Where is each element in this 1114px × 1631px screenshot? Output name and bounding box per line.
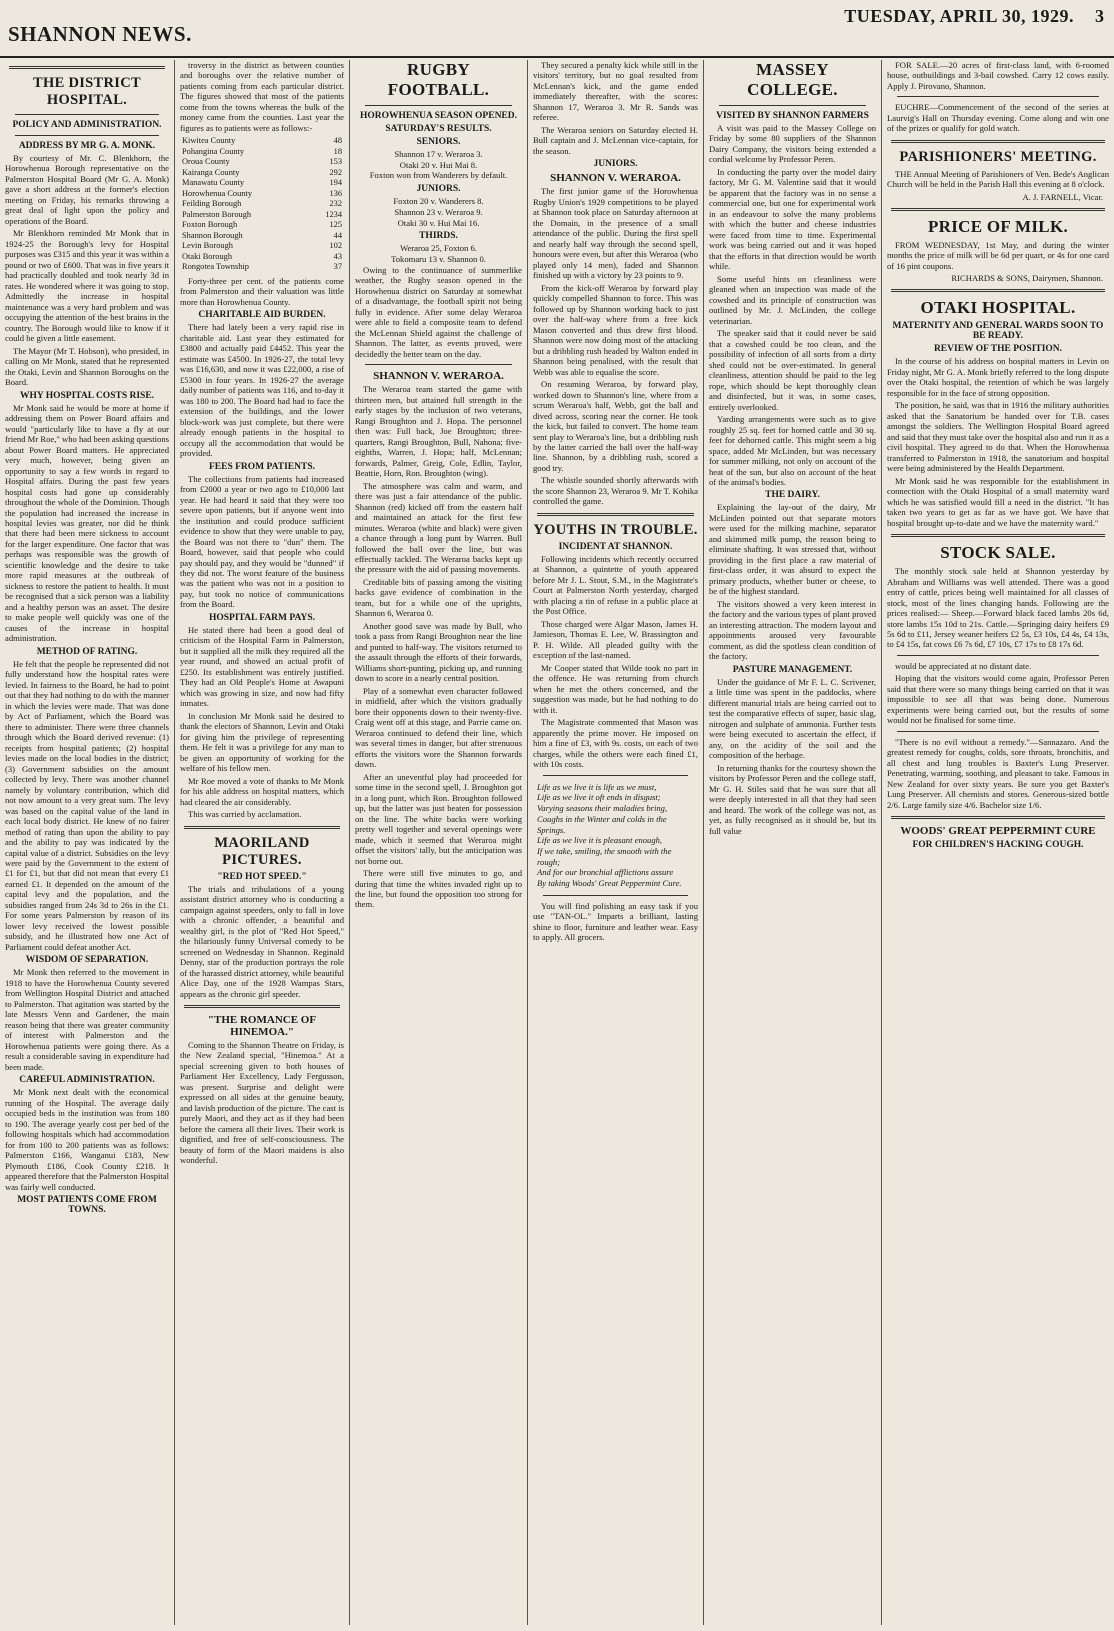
grade-label: SENIORS. bbox=[416, 137, 461, 147]
district-name: Horowhenua County bbox=[182, 188, 253, 198]
article-headline: OTAKI HOSPITAL. bbox=[920, 298, 1076, 318]
paragraph: Mr Blenkhorn reminded Mr Monk that in 1924-25 the Borough's levy for Hospital purposes was £315 and this year it was within a pound or two of £600. That was in five years it had practically doubled and took nearly 3d in rates. He wondered where it was going to stop. Admittedly the increase in hospital maintenance was a very hard problem and was occupying the attention of the best brains in the country. The Borough would like to know if it could be given a little easement. bbox=[5, 228, 169, 344]
paragraph: Play of a somewhat even character followed in midfield, after which the visitors gradually bore their opponents down to their twenty-five. Craig went off at this stage, and Parrie came on. Weraroa continued to defend their line, which was several times in danger, but after strenuous efforts the visitors wore the Shannon forwards down. bbox=[355, 685, 522, 770]
divider bbox=[897, 731, 1099, 732]
page-number: 3 bbox=[1095, 6, 1104, 26]
patient-count: 102 bbox=[329, 241, 342, 251]
verse-line: Life as we live it is life as we must, bbox=[537, 781, 657, 792]
divider bbox=[891, 140, 1105, 143]
section-subhead: METHOD OF RATING. bbox=[36, 646, 138, 657]
patient-count: 1234 bbox=[325, 209, 342, 219]
table-row bbox=[180, 168, 344, 179]
article-subhead: ADDRESS BY MR G. A. MONK. bbox=[18, 141, 156, 151]
district-name: Kairanga County bbox=[182, 167, 240, 177]
paragraph: A visit was paid to the Massey College on Friday by some 80 suppliers of the Shannon Dairy Company, the visitors being extended a cordial welcome by Professor Peren. bbox=[709, 123, 876, 165]
section-subhead: MOST PATIENTS COME FROM TOWNS. bbox=[17, 1195, 157, 1216]
table-row bbox=[180, 189, 344, 200]
paragraph: He felt that the people he represented did not fully understand how the hospital rates were levied. In fairness to the Board, he had to point out that they had nothing to do with the manner in which the levies were made. That was done by Act of Parliament, which the Board was there to administer. There were three channels through which the Board derived revenue: (1) receipts from hospital patients; (2) hospital levies made on the local bodies in the district; (3) Government subsidies on the amount collected by levy. There was another channel namely by voluntary contribution, which did not now amount to a very great sum. The levy was based on the capital value of the land in each local body district. He knew of no fairer method of rating than upon the ability to pay and the ability to pay was indicated by the capital value of a district. Subsidies on the levy were paid by the Government to the extent of £1 for £1, but that did not mean that every £1 earned £1. It depended on the amount of the capital levy and the population, and the subsidies ranged from 24s 3d to 26s in the £1. For some years Palmerston by reason of its lower levy received the lowest possible subsidy, and he illustrated how one Act of Parliament could defeat another Act. bbox=[5, 658, 169, 952]
divider bbox=[15, 114, 159, 115]
column-3 bbox=[350, 60, 528, 1625]
column-6 bbox=[882, 60, 1114, 1625]
baxters-advertisement: "There is no evil without a remedy."—Sannazaro. And the greatest remedy for coughs, colds, sore throats, bronchitis, and all chest and lung troubles is Baxter's Lung Preserver. Penetrating, warming, soothing, and pleasant to take. Famous in New Zealand for over sixty years. Be sure you get Baxter's Lung Preserver. All chemists and stores. Generous-sized bottle 2/6. Large family size 4/6. Bachelor size 1/6. bbox=[887, 736, 1109, 810]
paragraph: They secured a penalty kick while still in the visitors' territory, but no goal resulted from McLennan's kick, and the game ended immediately thereafter, with the scores: Shannon 17, Weraroa 3. Mr R. Sands was referee. bbox=[533, 60, 698, 123]
section-subhead: PASTURE MANAGEMENT. bbox=[732, 664, 853, 675]
patient-count: 232 bbox=[329, 199, 342, 209]
article-subhead: POLICY AND ADMINISTRATION. bbox=[12, 120, 162, 130]
divider bbox=[897, 96, 1099, 97]
divider bbox=[891, 208, 1105, 211]
paragraph: The first junior game of the Horowhenua Rugby Union's 1929 competitions to be played at Shannon took place on Saturday afternoon at the Domain, in the presence of a small attendance of the public. During the first spell and nearly half way through the second spell, honours were even, but after this Weraroa (who played only 14 men), faded and Shannon finished up with a victory by 23 points to 9. bbox=[533, 186, 698, 281]
paragraph: The atmosphere was calm and warm, and there was just a fair attendance of the public. Shannon (red) kicked off from the eastern half and maintained an attack for the first few minutes. Weraroa (white and black) were given a chance through a long punt by Warren. Bull followed the ball over the line, but was effectually tackled. The Weraroa backs kept up the pressure with the aid of passing movements. bbox=[355, 480, 522, 575]
divider bbox=[891, 816, 1105, 819]
section-headline: SHANNON V. WERAROA. bbox=[550, 172, 681, 185]
section-subhead: FEES FROM PATIENTS. bbox=[208, 461, 315, 472]
classified-ad: FOR SALE.—20 acres of first-class land, with 6-roomed house, outbuildings and 3-bail cowshed. Carry 12 cows easily. Apply J. Pirovano, Shannon. bbox=[887, 60, 1109, 91]
paragraph: The Magistrate commented that Mason was apparently the prime mover. He imposed on him a fine of £3, with 9s. costs, on each of two charges, while the others were each fined £1, with 10s costs. bbox=[533, 717, 698, 770]
verse-line: Life as we live it is pleasant enough, bbox=[537, 835, 663, 846]
table-row bbox=[180, 147, 344, 158]
result-item: Weraroa 25, Foxton 6. bbox=[400, 243, 477, 254]
divider bbox=[184, 1005, 340, 1008]
paragraph: Mr Monk said he would be more at home if addressing them on Power Board affairs and would "particularly like to have a fly at our friend Mr Roe," who had been asking questions about Power Board matters. He appreciated very much, however, being given an opportunity to say a few words in regard to Hospital affairs. During the past few years hospital costs had gone up considerably throughout the whole of the Dominion. Though the population had increased the increase in hospital levies was greater, nor did he think that there had been mere sickness to account for the larger expenditure. One factor that was perhaps was responsible was the growth of scientific knowledge and the desire to take more rapid measures at the outbreak of sickness to restore the patient to health. It must be recognised that a sick person was a liability and a healthy person was an asset. The desire to make people well quickly was one of the causes of the increase in hospital administration. bbox=[5, 402, 169, 644]
paragraph: Some useful hints on cleanliness were gleaned when an inspection was made of the cowshed and its principle of construction was outlined by Mr. J. McLinden, the college veterinarian. bbox=[709, 273, 876, 326]
table-row bbox=[180, 210, 344, 221]
advertisement-headline: WOODS' GREAT PEPPERMINT CURE bbox=[900, 825, 1096, 838]
result-item: Otaki 20 v. Hui Mai 8. bbox=[399, 159, 478, 170]
paragraph: There had lately been a very rapid rise in charitable aid. Last year they estimated for £3800 and actually paid £4452. This year the estimate was £4500. In 1926-27, the total levy was £16,630, and now it was £22,000, a rise of £5300 in four years. In 1926-27 the average daily number of patients was 116, and to-day it was 180 to 200. The Board had had to face the extension of the buildings, and the lower block-work was just complete, but there were already enough patients in the hospital to occupy all the accommodation that would be provided. bbox=[180, 322, 344, 459]
issue-date: TUESDAY, APRIL 30, 1929. bbox=[844, 6, 1074, 26]
tanol-advertisement: You will find polishing an easy task if you use "TAN-OL." Imparts a brilliant, lasting shine to floor, furniture and leather wear. Easy to apply. All grocers. bbox=[533, 900, 698, 943]
paragraph: After an uneventful play had proceeded for some time in the second spell, J. Broughton got in a long punt, which Ron. Broughton followed up, but the latter was just beaten for possession on the line. The white backs were working pretty well together and several openings were made, which it seemed that Weraroa might offset the visitors' tally, but the anticipation was not borne out. bbox=[355, 771, 522, 866]
paragraph: FROM WEDNESDAY, 1st May, and during the winter months the price of milk will be 6d per quart, or 4s for one card of 16 pint coupons. bbox=[887, 239, 1109, 271]
table-row bbox=[180, 252, 344, 263]
column-1 bbox=[0, 60, 175, 1625]
section-headline: SHANNON V. WERAROA. bbox=[373, 370, 504, 383]
section-subhead: THE DAIRY. bbox=[765, 490, 820, 501]
patient-count: 48 bbox=[333, 136, 342, 146]
article-headline: THE DISTRICT HOSPITAL. bbox=[33, 75, 141, 108]
paragraph: The whistle sounded shortly afterwards with the score Shannon 23, Weraroa 9. Mr T. Kohika controlled the game. bbox=[533, 475, 698, 507]
paragraph: The Weraroa seniors on Saturday elected H. Bull captain and J. McLennan vice-captain, for the season. bbox=[533, 124, 698, 156]
article-subhead: "RED HOT SPEED." bbox=[217, 871, 307, 882]
table-row bbox=[180, 157, 344, 168]
divider bbox=[897, 655, 1099, 656]
paragraph: The trials and tribulations of a young assistant district attorney who is conducting a campaign against speeders, only to fall in love with a chronic offender, a beautiful and wealthy girl, is the plot of "Red Hot Speed," the hilariously funny Universal comedy to be screened on Wednesday in Shannon. Reginald Denny, star of the production portrays the role of the harassed district attorney, while beautiful Alice Day, one of the 1928 Wampas Stars, appears as the chronic girl speeder. bbox=[180, 883, 344, 999]
column-2 bbox=[175, 60, 350, 1625]
paragraph: Owing to the continuance of summerlike weather, the Rugby season opened in the Horowhenua district on Saturday at somewhat of a disadvantage, the football spirit not being fully in evidence. After some delay Weraroa were able to field a composite team to defend the McLennan Shield against the challenge of Shannon. The latter, as events proved, were decidedly the better team on the day. bbox=[355, 264, 522, 359]
divider bbox=[365, 105, 512, 106]
district-name: Rongotea Township bbox=[182, 262, 249, 272]
result-item: Tokomaru 13 v. Shannon 0. bbox=[391, 254, 486, 265]
paragraph: Explaining the lay-out of the dairy, Mr McLinden pointed out that separate motors were used for the milking machine, separator and skimmed milk pump, the reason being to eliminate shafting. It was stressed that, without providing in the first place a raw material of first-class order, it was absurd to expect the primary products, whether butter or cheese, to be of the highest standard. bbox=[709, 502, 876, 597]
table-row bbox=[180, 199, 344, 210]
article-headline: RUGBY FOOTBALL. bbox=[387, 60, 490, 99]
district-name: Levin Borough bbox=[182, 241, 233, 251]
paragraph: The Weraroa team started the game with thirteen men, but attained full strength in the early stages by the inclusion of two veterans, Rangi Broughton and J. Hopa. The personnel then was: Full back, Joe Broughton; three-quarters, Rangi Broughton, Bull, Nahona; five-eighths, Warren, J. Hopa; half, McLennan; forwards, Palmer, Greig, Cole, Edlin, Taylor, Beattie, Horn, Ron. Broughton (wing). bbox=[355, 384, 522, 479]
paragraph: The position, he said, was that in 1916 the military authorities asked that the Sanatorium be handed over for T.B. cases amongst the soldiers. The Wellington Hospital Board agreed and said that they must take over the hospital also and run it as a civil hospital. They agreed to do that. When the Horowhenua transferred to Palmerston in 1918, the sanatorium and hospital were being administered by the Health Department. bbox=[887, 400, 1109, 474]
district-name: Shannon Borough bbox=[182, 230, 243, 240]
district-name: Oroua County bbox=[182, 157, 230, 167]
classified-ad: EUCHRE—Commencement of the second of the series at Laurvig's Hall on Thursday evening. Come along and win one of the prizes or qualify for gold watch. bbox=[887, 102, 1109, 134]
patient-count: 44 bbox=[333, 230, 342, 240]
verse-line: Varying seasons their maladies bring, bbox=[537, 803, 668, 814]
divider bbox=[719, 105, 866, 106]
notice-signature: RICHARDS & SONS, Dairymen, Shannon. bbox=[951, 273, 1103, 284]
paragraph: The visitors showed a very keen interest in the factory and the various types of plant proved an interesting attraction. The modern layout and appointments aroused very favourable comment, as did the spotless clean condition of the factory. bbox=[709, 598, 876, 662]
paragraph: Another good save was made by Bull, who took a pass from Rangi Broughton near the line and punted to half-way. The visitors returned to the assault through the efforts of their forwards, Williams short-punting, picking up, and running down to score in a nearly central position. bbox=[355, 620, 522, 684]
district-name: Palmerston Borough bbox=[182, 209, 252, 219]
result-item: Shannon 23 v. Weraroa 9. bbox=[394, 206, 483, 217]
grade-label: JUNIORS. bbox=[416, 184, 461, 195]
divider bbox=[365, 364, 512, 365]
section-subhead: WHY HOSPITAL COSTS RISE. bbox=[19, 390, 155, 401]
patient-count: 43 bbox=[333, 251, 342, 261]
grade-label: JUNIORS. bbox=[593, 159, 638, 170]
paragraph: The Mayor (Mr T. Hobson), who presided, in calling on Mr Monk, stated that he represented the Otaki, Levin and Shannon Boroughs on the Board. bbox=[5, 345, 169, 388]
result-item: Foxton 20 v. Wanderers 8. bbox=[393, 196, 484, 207]
paragraph: Following incidents which recently occurred at Shannon, a quintette of youth appeared before Mr J. L. Stout, S.M., in the Magistrate's Court at Palmerston North yesterday, charged with placing a tin of refuse in a public place at the Post Office. bbox=[533, 553, 698, 617]
results-list bbox=[355, 137, 522, 265]
paragraph: In the course of his address on hospital matters in Levin on Friday night, Mr G. A. Monk briefly referred to the long dispute over the Otaki hospital, the retention of which he was largely responsible for in the face of strong opposition. bbox=[887, 356, 1109, 398]
article-subhead: INCIDENT AT SHANNON. bbox=[558, 541, 673, 552]
paragraph: Mr Roe moved a vote of thanks to Mr Monk for his able address on hospital matters, which had cleared the air considerably. bbox=[180, 775, 344, 807]
verse-line: And for our bronchial afflictions assure bbox=[537, 867, 674, 878]
paragraph: The monthly stock sale held at Shannon yesterday by Abraham and Williams was well attended. There was a good entry of cattle, prices being well maintained for all classes of stock, most of the lines changing hands. Following are the prices realised:— Sheep.—Forward black faced lambs 20s 6d, store lambs 15s 10d to 21s. Cattle.—Springing dairy heifers £9 5s 6d to £11, Jersey weaner heifers £2 5s, £3 10s, £4 4s, £4 13s, to £4 15s, fat cows £6 7s 6d, £7 10s, £7 17s to £8 17s 6d. bbox=[887, 566, 1109, 650]
paragraph: troversy in the district as between counties and boroughs over the relative number of patients coming from each particular district. The figures showed that most of the patients come from the towns whereas the bulk of the money came from the counties. Last year the figures as to patients were as follows:- bbox=[180, 60, 344, 133]
article-headline: MASSEY COLLEGE. bbox=[747, 60, 838, 99]
paragraph: Mr Monk then referred to the movement in 1918 to have the Horowhenua County severed from Wellington Hospital District and attached to Palmerston. That agitation was started by the late Messrs Venn and Gardener, the main reason being that there was greater community of interest with Palmerston and the Horowhenua patients were going there. As a result a considerable saving in expenditure had been made. bbox=[5, 967, 169, 1072]
section-subhead: HOSPITAL FARM PAYS. bbox=[208, 612, 315, 623]
paragraph: This was carried by acclamation. bbox=[188, 809, 302, 820]
paragraph: The speaker said that it could never be said that a cowshed could be too clean, and the possibility of infection of all sorts from a dirty shed could not be over-estimated. In general cleanliness, attention should be paid to the leg rope, which should be kept thoroughly clean and disinfected, but it was, in some cases, entirely overlooked. bbox=[709, 328, 876, 412]
verse-advertisement bbox=[533, 782, 698, 889]
article-headline: MAORILAND PICTURES. bbox=[214, 834, 310, 868]
section-subhead: CAREFUL ADMINISTRATION. bbox=[19, 1075, 155, 1086]
advertisement-subhead: FOR CHILDREN'S HACKING COUGH. bbox=[912, 840, 1084, 851]
paragraph: In conducting the party over the model dairy factory, Mr G. M. Valentine said that it would be apparent that the factory was in no sense a commercial one, but one for experimental work in an endeavour to solve the many problems with which the butter and cheese industries were faced from time to time. Experimental work was being carried out and it was hoped that the efforts in that direction would be worth while. bbox=[709, 166, 876, 272]
paragraph: In returning thanks for the courtesy shown the visitors by Professor Peren and the college staff, Mr G. H. Stiles said that he was sure that all were deeply interested in all that they had seen and heard. The work of the college was not, as yet, as fully recognised as it should be, but its full value bbox=[709, 762, 876, 836]
paragraph: From the kick-off Weraroa by forward play quickly compelled Shannon to force. This was followed up by Shannon working back to just over the half-way where from a free kick Mason converted and thus drew first blood. Shannon were now doing most of the attacking but a dribbling rush headed by Walton ended in Shannon being penalised, with the result that Webb was able to equalise the score. bbox=[533, 282, 698, 377]
table-row bbox=[180, 220, 344, 231]
paragraph: Creditable bits of passing among the visiting backs gave evidence of combination in the team, but for a while one of the uprights, Shannon 6, Weraroa 0. bbox=[355, 576, 522, 619]
patient-count: 18 bbox=[333, 146, 342, 156]
article-subhead: HOROWHENUA SEASON OPENED. bbox=[359, 111, 518, 121]
article-subhead: MATERNITY AND GENERAL WARDS SOON TO BE READY. bbox=[892, 321, 1104, 342]
paragraph: He stated there had been a good deal of criticism of the Hospital Farm in Palmerston, but it supplied all the milk they required all the year round, and showed an actual profit of £250. Its establishment was entirely justified. They had an Old People's Home at Awapuni which was growing in size, and now had fifty inmates. bbox=[180, 624, 344, 709]
patient-count: 136 bbox=[329, 188, 342, 198]
grade-label: THIRDS. bbox=[419, 231, 458, 242]
table-row bbox=[180, 231, 344, 242]
divider bbox=[15, 135, 159, 136]
masthead bbox=[0, 0, 1114, 58]
paragraph: would be appreciated at no distant date. bbox=[895, 660, 1032, 671]
divider bbox=[543, 895, 688, 896]
paragraph: Those charged were Algar Mason, James H. Jamieson, Thomas E. Lee, W. Brassington and P. H. Wilde. All pleaded guilty with the exception of the last-named. bbox=[533, 618, 698, 661]
paragraph: Mr Cooper stated that Wilde took no part in the offence. He was returning from church when he met the others concerned, and the suggestion was made, but he had nothing to do with it. bbox=[533, 662, 698, 715]
column-4 bbox=[528, 60, 704, 1625]
patient-count: 153 bbox=[329, 157, 342, 167]
patient-count: 37 bbox=[333, 262, 342, 272]
paragraph: The collections from patients had increased from £2000 a year or two ago to £10,000 last year. He had heard it said that they were too severe upon patients, but if anyone went into the institution and could produce sufficient evidence to show that they were unable to pay, the Board was not there to "dun" them. The Board, however, said that people who could pay should pay, and they would be "dunned" if they did not. The worst feature of the business was the patient who was not in a position to pay, but took no notice of communications from the Board. bbox=[180, 473, 344, 610]
article-headline: YOUTHS IN TROUBLE. bbox=[533, 521, 698, 538]
result-item: Foxton won from Wanderers by default. bbox=[369, 170, 508, 181]
district-name: Manawatu County bbox=[182, 178, 245, 188]
notice-headline: PRICE OF MILK. bbox=[927, 216, 1069, 236]
district-name: Pohangina County bbox=[182, 146, 245, 156]
patient-count: 125 bbox=[329, 220, 342, 230]
verse-line: If we take, smiling, the smooth with the rough; bbox=[537, 845, 672, 867]
verse-line: Life as we live it oft ends in disgust; bbox=[537, 792, 661, 803]
verse-line: Coughs in the Winter and colds in the Springs. bbox=[537, 813, 667, 835]
paragraph: In conclusion Mr Monk said he desired to thank the electors of Shannon, Levin and Otaki for giving him the privilege of representing them. He felt it was a privilege for any man to be given an opportunity of working for the welfare of his fellow men. bbox=[180, 710, 344, 774]
notice-signature: A. J. FARNELL, Vicar. bbox=[1022, 191, 1103, 202]
divider bbox=[184, 826, 340, 829]
district-name: Foxton Borough bbox=[182, 220, 238, 230]
district-name: Feilding Borough bbox=[182, 199, 242, 209]
paragraph: THE Annual Meeting of Parishioners of Ven. Bede's Anglican Church will be held in the Parish Hall this evening at 8 o'clock. bbox=[887, 168, 1109, 190]
paragraph: Forty-three per cent. of the patients come from Palmerston and their valuation was little more than Horowhenua County. bbox=[180, 275, 344, 307]
paragraph: Hoping that the visitors would come again, Professor Peren said that there were so many things being carried on that it was impossible to see all that was being done. Numerous experiments were being carried out, but the results of some would not be finalised for some time. bbox=[887, 673, 1109, 726]
result-item: Shannon 17 v. Weraroa 3. bbox=[394, 149, 483, 159]
article-subhead: SATURDAY'S RESULTS. bbox=[385, 124, 492, 134]
paragraph: There were still five minutes to go, and during that time the whites invaded right up to the line, but found the opposition too strong for them. bbox=[355, 868, 522, 910]
patients-table bbox=[180, 136, 344, 273]
patient-count: 292 bbox=[329, 167, 342, 177]
table-row bbox=[180, 241, 344, 252]
divider bbox=[543, 775, 688, 776]
section-subhead: CHARITABLE AID BURDEN. bbox=[198, 310, 326, 321]
paragraph: Mr Monk next dealt with the economical running of the Hospital. The average daily occupied beds in the institution was from 180 to 190. The average yearly cost per bed of the following hospitals which had accommodation for from 100 to 200 patients was as follows: Palmerston £166, Wanganui £183, New Plymouth £186, Cook County £218. It appeared therefore that the Palmerston Hospital was fairly well conducted. bbox=[5, 1087, 169, 1192]
paragraph: Yarding arrangements were such as to give roughly 25 sq. feet for horned cattle and 30 sq. feet for dehorned cattle. This might seem a big space, added Mr McLinden, but was necessary for summer milking, not only on account of the heat of the sun, but also on account of the heat of the animal's bodies. bbox=[709, 414, 876, 487]
divider bbox=[9, 66, 165, 69]
district-name: Kiwitea County bbox=[182, 136, 236, 146]
article-headline: STOCK SALE. bbox=[940, 543, 1056, 563]
section-subhead: WISDOM OF SEPARATION. bbox=[25, 955, 149, 966]
paragraph: Coming to the Shannon Theatre on Friday, is the New Zealand special, "Hinemoa." At a special screening given to both houses of Parliament Her Excellency, Lady Fergusson, was present. Surprise and delight were expressed on all sides at the genuine beauty, and lavish production of the picture. The cast is purely Maori, and they act as if they had been before the camera all their lives. Their work is dignified, and free of self-consciousness. The beauty of form of the Maori maidens is also wonderful. bbox=[180, 1039, 344, 1166]
paragraph: Mr Monk said he was responsible for the establishment in connection with the Otaki Hospital of a small maternity ward which he was satisfied would fill a need in the district. "It has taken two years to get as far as we have got. We have that hospital brought up-to-date and we have the maternity ward." bbox=[887, 475, 1109, 528]
paragraph: On resuming Weraroa, by forward play, worked down to Shannon's line, where from a scrum Weraroa's half, Webb, got the ball and dived across, scoring near the corner. He took the kick, but failed to convert. The home team sent play to Weraroa's line, but a dribbling rush by the latter carried the ball over the half-way line. Shannon, by a dribbling rush, scored a good try. bbox=[533, 379, 698, 473]
paragraph: Under the guidance of Mr F. L. C. Scrivener, a little time was spent in the paddocks, where different manurial trials are being carried out to test the comparative effects of super, basic slag, nitrogen and sulphate of ammonia. Further tests were being executed to ascertain the effect, if any, on the acidity of the soil and the composition of the herbage. bbox=[709, 676, 876, 761]
article-headline: "THE ROMANCE OF HINEMOA." bbox=[207, 1013, 317, 1038]
verse-line: By taking Woods' Great Peppermint Cure. bbox=[537, 878, 682, 889]
divider bbox=[891, 534, 1105, 537]
district-name: Otaki Borough bbox=[182, 251, 233, 261]
patient-count: 194 bbox=[329, 178, 342, 188]
divider bbox=[891, 289, 1105, 292]
table-row bbox=[180, 136, 344, 147]
column-5 bbox=[704, 60, 882, 1625]
article-subhead: REVIEW OF THE POSITION. bbox=[933, 344, 1063, 355]
divider bbox=[537, 513, 694, 516]
table-row bbox=[180, 262, 344, 273]
article-subhead: VISITED BY SHANNON FARMERS bbox=[716, 111, 869, 121]
result-item: Otaki 30 v. Hui Mai 16. bbox=[397, 217, 480, 228]
notice-headline: PARISHIONERS' MEETING. bbox=[899, 148, 1097, 165]
table-row bbox=[180, 178, 344, 189]
paragraph: By courtesy of Mr. C. Blenkhorn, the Horowhenua Borough representative on the Palmerston Hospital Board (Mr G. A. Monk) gave a short address at the former's election meeting on Friday, his remarks throwing a great deal of light upon the policy and operations of the Board. bbox=[5, 153, 169, 226]
paper-name: SHANNON NEWS. bbox=[8, 22, 192, 46]
